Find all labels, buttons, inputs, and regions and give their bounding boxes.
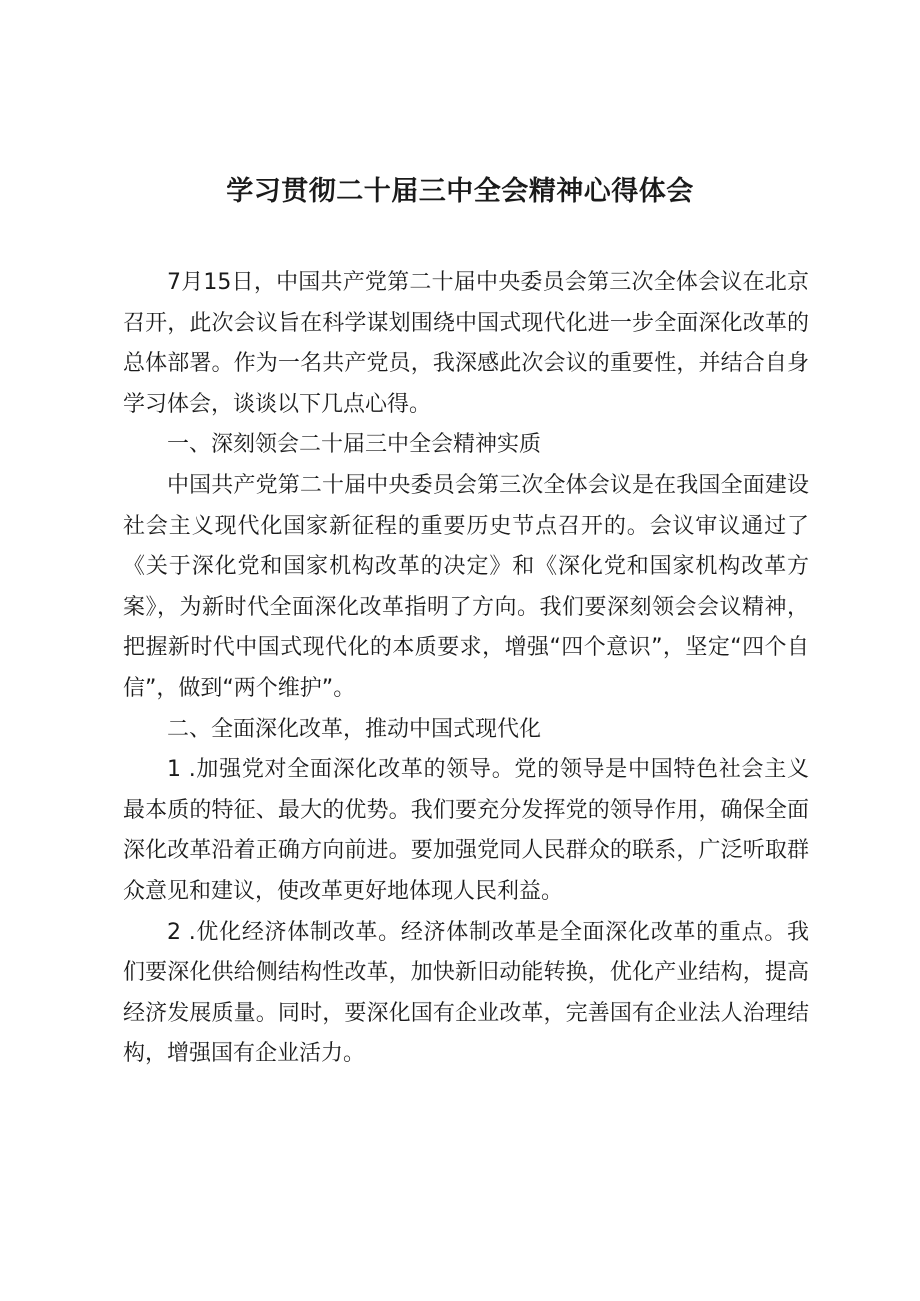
section-heading-2: 二、全面深化改革，推动中国式现代化 xyxy=(167,716,542,742)
intro-paragraph: 7月15日，中国共产党第二十届中央委员会第三次全体会议在北京召开，此次会议旨在科学谋划围绕中国式现代化进一步全面深化改革的总体部署。作为一名共产党员，我深感此次会议的重要性，并结合自身学习体会，谈谈以下几点心得。 xyxy=(123,270,809,417)
section-2-item-2-paragraph: 2 .优化经济体制改革。经济体制改革是全面深化改革的重点。我们要深化供给侧结构性改革，加快新旧动能转换，优化产业结构，提高经济发展质量。同时，要深化国有企业改革，完善国有企业法人治理结构，增强国有企业活力。 xyxy=(123,919,809,1067)
section-2-item-1-paragraph: 1 .加强党对全面深化改革的领导。党的领导是中国特色社会主义最本质的特征、最大的优势。我们要充分发挥党的领导作用，确保全面深化改革沿着正确方向前进。要加强党同人民群众的联系，广泛听取群众意见和建议，使改革更好地体现人民利益。 xyxy=(123,757,809,904)
section-heading-1: 一、深刻领会二十届三中全会精神实质 xyxy=(167,432,542,458)
document-body xyxy=(123,263,809,1075)
document-title: 学习贯彻二十届三中全会精神心得体会 xyxy=(226,176,694,207)
section-1-paragraph: 中国共产党第二十届中央委员会第三次全体会议是在我国全面建设社会主义现代化国家新征程的重要历史节点召开的。会议审议通过了《关于深化党和国家机构改革的决定》和《深化党和国家机构改革方案》，为新时代全面深化改革指明了方向。我们要深刻领会会议精神，把握新时代中国式现代化的本质要求，增强“四个意识”，坚定“四个自信”，做到“两个维护”。 xyxy=(123,472,809,701)
